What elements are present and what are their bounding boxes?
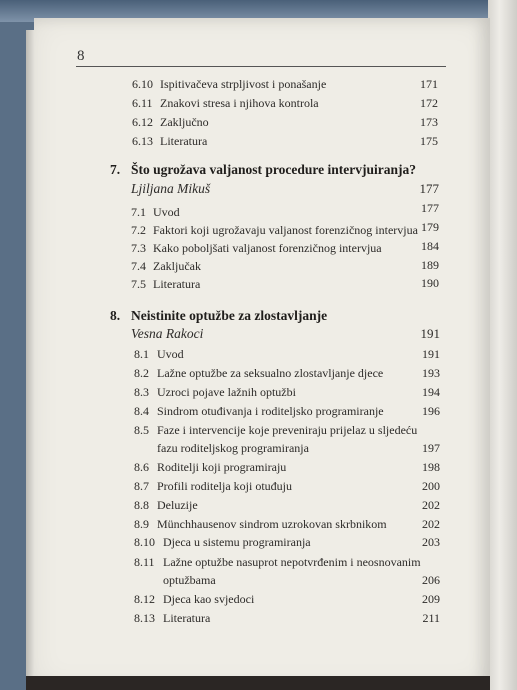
toc-entry-title: Lažne optužbe nasuprot nepotvrđenim i neosnovanim — [163, 555, 421, 569]
chapter-number: 7. — [110, 162, 121, 177]
toc-entry-number: 8.7 — [134, 479, 149, 493]
toc-entry-page: 184 — [421, 239, 439, 253]
toc-entry-title: Uvod — [157, 347, 184, 361]
toc-entry-number: 8.6 — [134, 460, 149, 474]
header-rule — [76, 66, 446, 67]
toc-entry-page: 202 — [422, 517, 440, 531]
toc-entry-page: 196 — [422, 404, 440, 418]
toc-entry-page: 200 — [422, 479, 440, 493]
toc-entry-number: 8.5 — [134, 423, 149, 437]
toc-entry-page: 194 — [422, 385, 440, 399]
toc-entry-number: 6.10 — [132, 77, 153, 91]
toc-entry-title: Lažne optužbe za seksualno zlostavljanje djece — [157, 366, 384, 380]
toc-entry-title: Literatura — [160, 134, 208, 148]
toc-entry-title: Djeca u sistemu programiranja — [163, 535, 311, 549]
toc-entry-title: Uzroci pojave lažnih optužbi — [157, 385, 296, 399]
toc-entry-title: Uvod — [153, 205, 180, 219]
toc-entry-page: 202 — [422, 498, 440, 512]
toc-entry-page: 209 — [422, 592, 440, 606]
toc-entry-number: 8.12 — [134, 592, 155, 606]
toc-entry-number: 6.11 — [132, 96, 153, 110]
toc-entry-title: Literatura — [153, 277, 201, 291]
toc-entry-number: 7.3 — [131, 241, 146, 255]
toc-entry-page: 193 — [422, 366, 440, 380]
toc-entry-page: 175 — [420, 134, 438, 148]
toc-entry-title: Kako poboljšati valjanost forenzičnog intervjua — [153, 241, 382, 255]
toc-entry-number: 6.12 — [132, 115, 153, 129]
toc-entry-title: Djeca kao svjedoci — [163, 592, 255, 606]
chapter-number: 8. — [110, 308, 121, 323]
toc-entry-title: Znakovi stresa i njihova kontrola — [160, 96, 319, 110]
toc-entry-number: 8.2 — [134, 366, 149, 380]
toc-entry-title: Profili roditelja koji otuđuju — [157, 479, 292, 493]
toc-entry-number: 7.5 — [131, 277, 146, 291]
page-number: 8 — [77, 48, 85, 64]
chapter-title: Neistinite optužbe za zlostavljanje — [131, 308, 328, 323]
toc-entry-page: 173 — [420, 115, 438, 129]
toc-entry-title: Faktori koji ugrožavaju valjanost forenzičnog intervjua — [153, 223, 418, 237]
toc-entry-page: 203 — [422, 535, 440, 549]
book-bottom-edge — [26, 676, 490, 690]
toc-entry-page: 211 — [422, 611, 440, 625]
toc-entry-page: 191 — [422, 347, 440, 361]
toc-entry-number: 7.1 — [131, 205, 146, 219]
page-right-edge — [488, 0, 517, 690]
toc-entry-page: 177 — [421, 201, 439, 215]
toc-entry-title: Literatura — [163, 611, 211, 625]
chapter-author: Vesna Rakoci — [131, 326, 204, 341]
toc-entry-number: 8.8 — [134, 498, 149, 512]
toc-entry-page: 189 — [421, 258, 439, 272]
toc-entry-title: Deluzije — [157, 498, 198, 512]
toc-entry-title: Roditelji koji programiraju — [157, 460, 287, 474]
toc-entry-number: 8.11 — [134, 555, 155, 569]
page-left-edge — [26, 30, 34, 680]
toc-entry-number: 8.9 — [134, 517, 149, 531]
chapter-page: 177 — [419, 181, 439, 196]
toc-entry-title: Faze i intervencije koje preveniraju prijelaz u sljedeću — [157, 423, 418, 437]
toc-entry-title: Zaključno — [160, 115, 209, 129]
chapter-title: Što ugrožava valjanost procedure intervjuiranja? — [131, 162, 416, 177]
toc-entry-title-continued: fazu roditeljskog programiranja — [157, 441, 309, 455]
toc-entry-number: 8.1 — [134, 347, 149, 361]
toc-entry-number: 6.13 — [132, 134, 153, 148]
toc-entry-title-continued: optužbama — [163, 573, 216, 587]
toc-entry-page: 197 — [422, 441, 440, 455]
toc-entry-page: 206 — [422, 573, 440, 587]
toc-entry-number: 8.13 — [134, 611, 155, 625]
toc-entry-page: 179 — [421, 220, 439, 234]
toc-entry-title: Sindrom otuđivanja i roditeljsko programiranje — [157, 404, 384, 418]
toc-entry-title: Zaključak — [153, 259, 201, 273]
toc-entry-number: 8.10 — [134, 535, 155, 549]
toc-entry-title: Ispitivačeva strpljivost i ponašanje — [160, 77, 327, 91]
toc-entry-page: 172 — [420, 96, 438, 110]
toc-entry-title: Münchhausenov sindrom uzrokovan skrbnikom — [157, 517, 387, 531]
chapter-page: 191 — [420, 326, 440, 341]
toc-entry-number: 7.4 — [131, 259, 146, 273]
chapter-author: Ljiljana Mikuš — [131, 181, 211, 196]
toc-entry-number: 8.4 — [134, 404, 149, 418]
toc-entry-number: 7.2 — [131, 223, 146, 237]
toc-entry-page: 190 — [421, 276, 439, 290]
toc-entry-page: 171 — [420, 77, 438, 91]
toc-entry-page: 198 — [422, 460, 440, 474]
toc-entry-number: 8.3 — [134, 385, 149, 399]
